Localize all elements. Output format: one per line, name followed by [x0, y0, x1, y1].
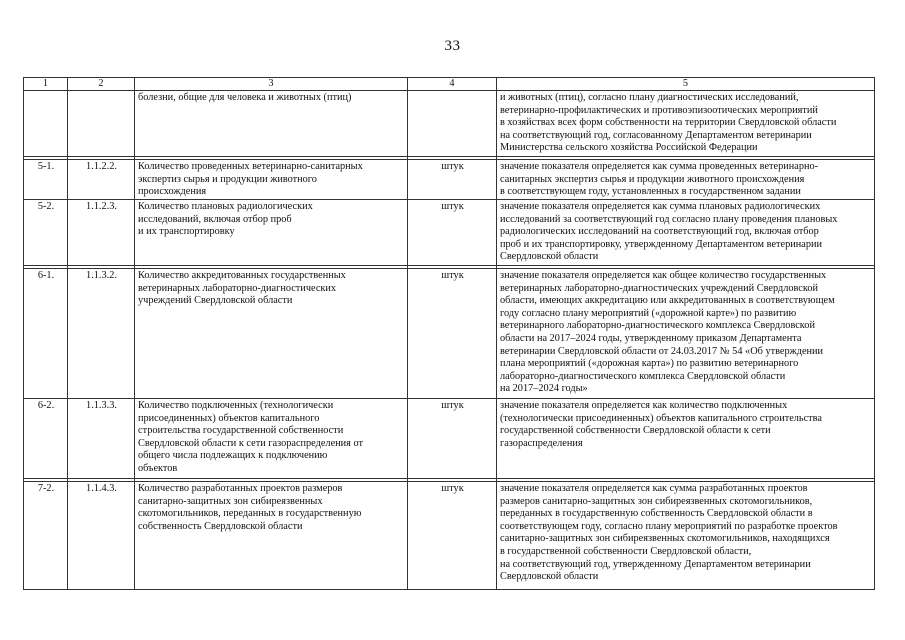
- desc-line: ветеринарных лабораторно-диагностических учреждений Свердловской: [500, 282, 818, 294]
- desc-line: на 2017–2024 годы»: [500, 383, 588, 395]
- desc-line: в государственной собственности Свердловской области,: [500, 545, 752, 557]
- desc-line: Министерства сельского хозяйства Российской Федерации: [500, 142, 758, 154]
- table-row: [24, 200, 875, 266]
- desc-line: соответствующем году, согласно плану мероприятий по разработке проектов: [500, 520, 838, 532]
- indicator-name: [135, 91, 408, 157]
- desc-line: проб и их транспортировку, утвержденному Департаментом ветеринарии: [500, 238, 822, 250]
- table-row: [24, 399, 875, 479]
- indicator-table: [23, 77, 875, 590]
- unit: штук: [408, 269, 497, 399]
- desc-line: значение показателя определяется как сумма плановых радиологических: [500, 201, 821, 212]
- column-header: 3: [135, 78, 408, 91]
- indicator-description: [497, 269, 875, 399]
- indicator-name: [135, 482, 408, 590]
- name-line: общего числа подлежащих к подключению: [138, 450, 328, 462]
- table-row: [24, 482, 875, 590]
- desc-line: санитарно-защитных зон сибиреязвенных скотомогильников, находящихся: [500, 533, 830, 545]
- name-line: собственность Свердловской области: [138, 520, 303, 532]
- desc-line: (технологически присоединенных) объектов капитального строительства: [500, 412, 822, 424]
- desc-line: и животных (птиц), согласно плану диагностических исследований,: [500, 92, 799, 103]
- desc-line: исследований за соответствующий год согласно плану проведения плановых: [500, 213, 838, 225]
- row-code: 1.1.3.2.: [68, 269, 135, 399]
- desc-line: государственной собственности Свердловской области к сети: [500, 425, 771, 437]
- desc-line: радиологических исследований на соответствующий год, включая отбор: [500, 226, 819, 238]
- desc-line: переданных в государственную собственность Свердловской области в: [500, 508, 813, 520]
- name-line: объектов: [138, 462, 178, 474]
- name-line: строительства государственной собственности: [138, 425, 344, 437]
- row-code: 1.1.3.3.: [68, 399, 135, 479]
- name-line: Количество аккредитованных государственных: [138, 270, 346, 281]
- row-code: 1.1.4.3.: [68, 482, 135, 590]
- name-line: скотомогильников, переданных в государственную: [138, 508, 362, 520]
- desc-line: санитарных экспертиз сырья и продукции животного происхождения: [500, 173, 805, 185]
- name-line: Количество подключенных (технологически: [138, 400, 334, 411]
- row-number: 5-2.: [24, 200, 68, 266]
- desc-line: году согласно плану мероприятий («дорожной карте») по развитию: [500, 307, 797, 319]
- row-code: 1.1.2.3.: [68, 200, 135, 266]
- name-line: Свердловской области к сети газораспределения от: [138, 437, 363, 449]
- desc-line: газораспределения: [500, 437, 583, 449]
- indicator-description: [497, 482, 875, 590]
- column-header: 5: [497, 78, 875, 91]
- row-number: 6-2.: [24, 399, 68, 479]
- name-line: ветеринарных лабораторно-диагностических: [138, 282, 337, 294]
- column-header: 4: [408, 78, 497, 91]
- desc-line: в хозяйствах всех форм собственности на территории Свердловской области: [500, 117, 837, 129]
- desc-line: размеров санитарно-защитных зон сибиреязвенных скотомогильников,: [500, 495, 813, 507]
- row-number: [24, 91, 68, 157]
- unit: штук: [408, 482, 497, 590]
- table-row: [24, 269, 875, 399]
- row-number: 6-1.: [24, 269, 68, 399]
- unit: штук: [408, 399, 497, 479]
- desc-line: Свердловской области: [500, 571, 599, 583]
- desc-line: ветеринарного лабораторно-диагностического комплекса Свердловской: [500, 320, 815, 332]
- desc-line: ветеринарно-профилактических и противоэпизоотических мероприятий: [500, 104, 818, 116]
- column-header: 2: [68, 78, 135, 91]
- name-line: болезни, общие для человека и животных (птиц): [138, 92, 352, 103]
- desc-line: на соответствующий год, согласованному Департаментом ветеринарии: [500, 129, 812, 141]
- desc-line: области на 2017–2024 годы, утвержденному приказом Департамента: [500, 332, 802, 344]
- indicator-name: [135, 399, 408, 479]
- desc-line: значение показателя определяется как общее количество государственных: [500, 270, 827, 281]
- table-header-row: [24, 78, 875, 91]
- name-line: санитарно-защитных зон сибиреязвенных: [138, 495, 323, 507]
- page-number: 33: [444, 38, 461, 54]
- table-row: [24, 160, 875, 200]
- column-header: 1: [24, 78, 68, 91]
- desc-line: значение показателя определяется как сумма проведенных ветеринарно-: [500, 161, 819, 172]
- name-line: присоединенных) объектов капитального: [138, 412, 320, 424]
- indicator-name: [135, 269, 408, 399]
- row-code: 1.1.2.2.: [68, 160, 135, 200]
- name-line: исследований, включая отбор проб: [138, 213, 292, 225]
- name-line: Количество плановых радиологических: [138, 201, 313, 212]
- row-code: [68, 91, 135, 157]
- desc-line: ветеринарии Свердловской области от 24.03.2017 № 54 «Об утверждении: [500, 345, 824, 357]
- row-number: 5-1.: [24, 160, 68, 200]
- desc-line: значение показателя определяется как количество подключенных: [500, 400, 788, 411]
- indicator-name: [135, 200, 408, 266]
- indicator-description: [497, 200, 875, 266]
- desc-line: области, имеющих аккредитацию или аккредитованных в соответствующем: [500, 295, 835, 307]
- desc-line: плана мероприятий («дорожная карта») по развитию ветеринарного: [500, 358, 799, 370]
- desc-line: на соответствующий год, утвержденному Департаментом ветеринарии: [500, 558, 811, 570]
- name-line: Количество разработанных проектов размеров: [138, 483, 343, 494]
- name-line: Количество проведенных ветеринарно-санитарных: [138, 161, 363, 172]
- table-row: [24, 91, 875, 157]
- name-line: происхождения: [138, 186, 207, 198]
- unit: штук: [408, 160, 497, 200]
- unit: [408, 91, 497, 157]
- unit: штук: [408, 200, 497, 266]
- desc-line: в соответствующем году, установленных в государственном задании: [500, 186, 801, 198]
- desc-line: лабораторно-диагностического комплекса Свердловской области: [500, 370, 786, 382]
- desc-line: Свердловской области: [500, 251, 599, 263]
- name-line: экспертиз сырья и продукции животного: [138, 173, 317, 185]
- indicator-description: [497, 160, 875, 200]
- desc-line: значение показателя определяется как сумма разработанных проектов: [500, 483, 808, 494]
- indicator-description: [497, 399, 875, 479]
- name-line: и их транспортировку: [138, 226, 235, 238]
- indicator-description: [497, 91, 875, 157]
- indicator-name: [135, 160, 408, 200]
- row-number: 7-2.: [24, 482, 68, 590]
- name-line: учреждений Свердловской области: [138, 295, 293, 307]
